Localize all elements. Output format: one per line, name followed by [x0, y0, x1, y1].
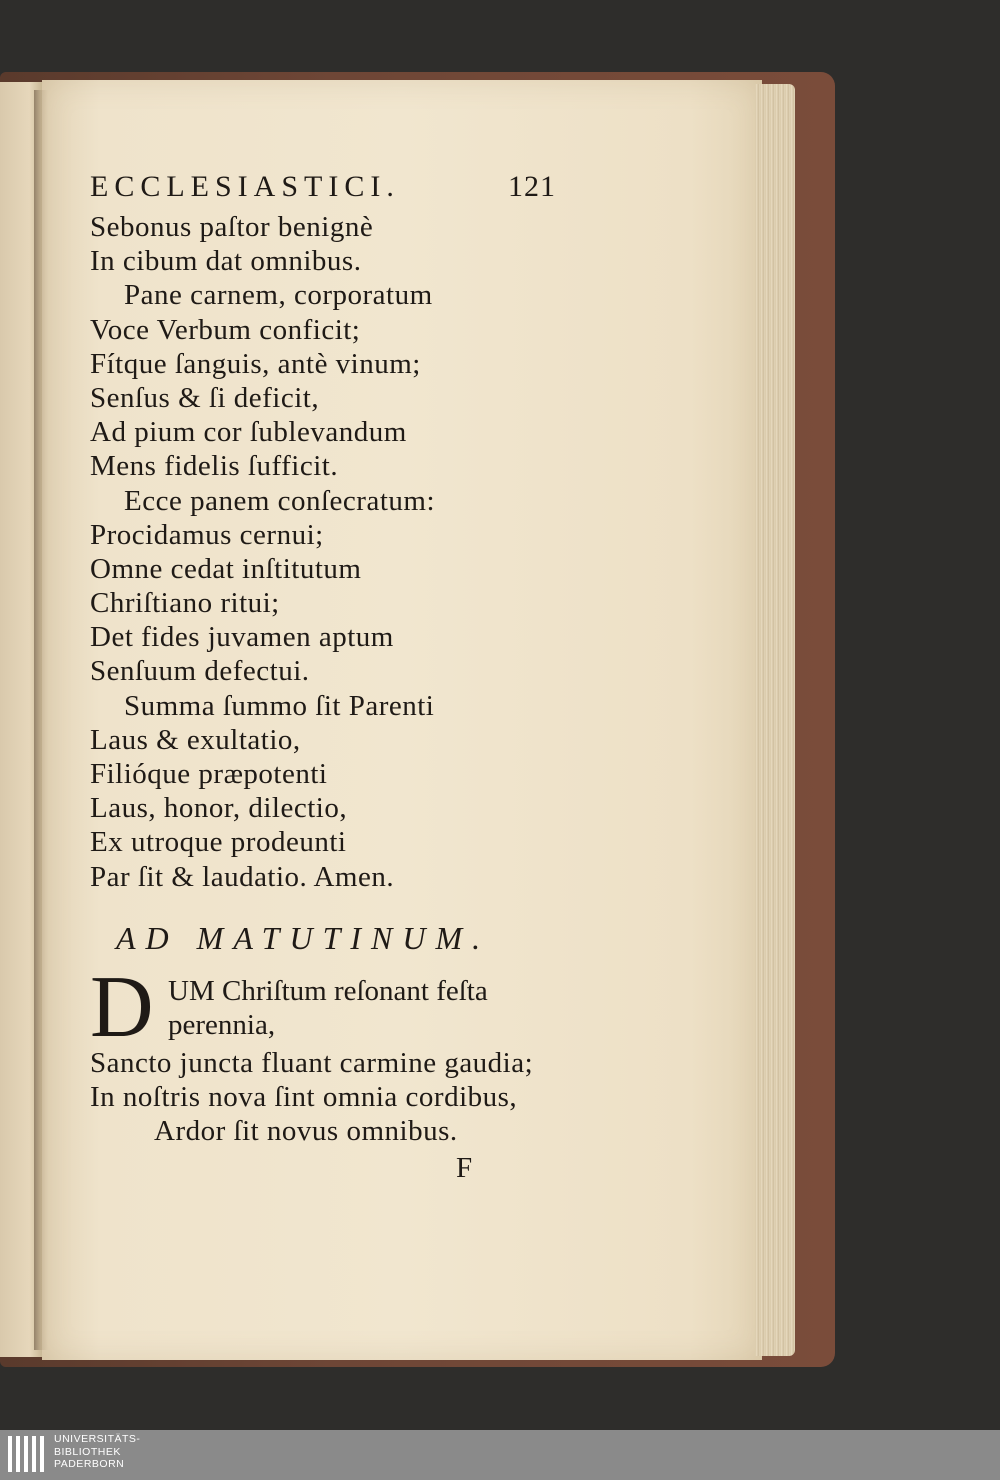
verse-line: Laus & exultatio,: [90, 723, 301, 756]
verse-line: Voce Verbum conficit;: [90, 313, 361, 346]
signature-mark: F: [456, 1152, 473, 1185]
verse-line: Fítque ſanguis, antè vinum;: [90, 347, 421, 380]
verse-line: Ex utroque prodeunti: [90, 826, 347, 859]
verse-line: Procidamus cernui;: [90, 518, 324, 551]
page-edges: [755, 84, 795, 1356]
verse-line: Det fides juvamen aptum: [90, 621, 394, 654]
verse-line: Omne cedat inſtitutum: [90, 552, 362, 585]
library-name-line: BIBLIOTHEK: [54, 1445, 121, 1458]
library-name-line: UNIVERSITÄTS-: [54, 1433, 141, 1445]
running-head-title: ECCLESIASTICI.: [90, 170, 400, 203]
verse-line: Filióque præpotenti: [90, 758, 328, 790]
verse-line: Chriſtiano ritui;: [90, 587, 280, 620]
hymn-line: perennia,: [168, 1008, 276, 1041]
hymn-line: Ardor ſit novus omnibus.: [154, 1115, 458, 1148]
verse-line: Par ſit & laudatio. Amen.: [90, 860, 395, 893]
hymn-line: Sancto juncta fluant carmine gaudia;: [90, 1046, 534, 1079]
section-title: AD MATUTINUM.: [116, 919, 491, 956]
hymn-opening: [90, 958, 610, 1056]
verse-line: In cibum dat omnibus.: [90, 245, 362, 278]
hymn-line: UM Chriſtum reſonant feſta: [168, 974, 488, 1007]
verse-line: Senſus & ſi deficit,: [90, 381, 320, 414]
page-text: [90, 170, 610, 1188]
library-logo-icon: [6, 1436, 46, 1474]
verse-line: Mens fidelis ſufficit.: [90, 450, 339, 483]
drop-cap: D: [90, 958, 154, 1056]
verse-line: Ecce panem conſecratum:: [124, 484, 436, 517]
verse-line: Ad pium cor ſublevandum: [90, 416, 407, 449]
verse-line: Pane carnem, corporatum: [124, 279, 433, 312]
page-number: 121: [508, 170, 556, 203]
verse-line: Laus, honor, dilectio,: [90, 792, 348, 825]
verse-line: Summa ſummo ſit Parenti: [124, 689, 435, 722]
running-head: [90, 170, 610, 210]
verse-line: Senſuum defectui.: [90, 655, 310, 688]
library-name: [54, 1433, 140, 1471]
hymn-line: In noſtris nova ſint omnia cordibus,: [90, 1080, 518, 1113]
book-gutter: [34, 90, 48, 1350]
verse-line: Sebonus paſtor benignè: [90, 211, 374, 243]
library-name-line: PADERBORN: [54, 1458, 125, 1470]
library-footer: [0, 1430, 1000, 1480]
